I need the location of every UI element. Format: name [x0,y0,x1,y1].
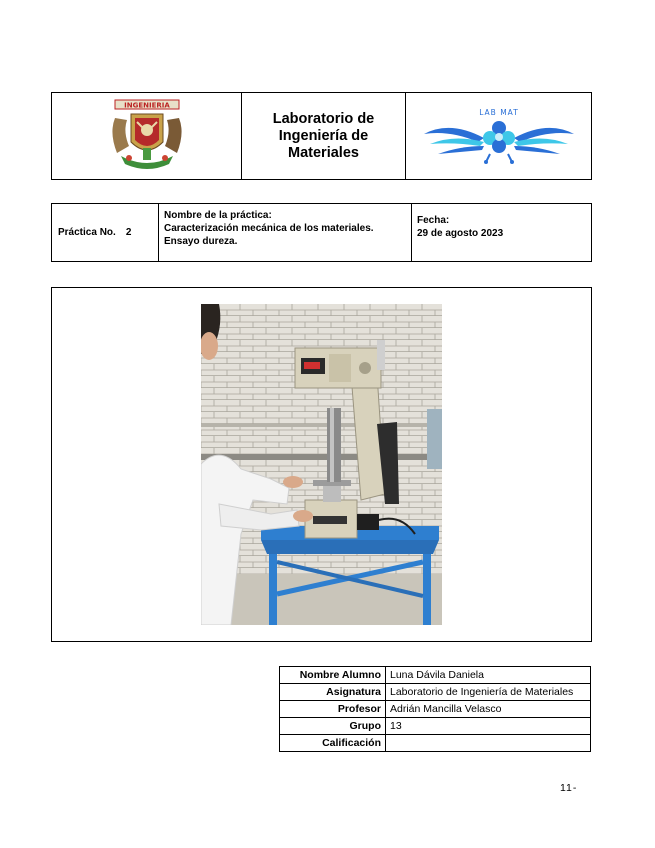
table-row [280,735,591,752]
practice-name-line2: Ensayo dureza. [164,236,238,247]
header-right-cell [406,93,591,179]
student-info-table [279,666,591,752]
practice-name-label: Nombre de la práctica: [164,210,272,221]
date-label: Fecha: [417,215,450,226]
group-value: 13 [386,718,591,735]
svg-text:INGENIERIA: INGENIERIA [123,101,170,110]
practice-number-value: 2 [125,227,132,238]
professor-label: Profesor [280,701,386,718]
unam-engineering-logo [107,98,187,174]
svg-text:LAB MAT: LAB MAT [478,108,519,117]
table-row [280,718,591,735]
practice-name-cell [159,204,412,261]
practice-number-label: Práctica No. [58,227,116,238]
practice-date-cell [412,204,591,261]
subject-value: Laboratorio de Ingeniería de Materiales [386,684,591,701]
lab-title: Laboratorio de Ingeniería de Materiales [272,110,375,161]
professor-value: Adrián Mancilla Velasco [386,701,591,718]
practice-info-table [51,203,592,262]
table-row [280,667,591,684]
practice-name-line1: Caracterización mecánica de los materiales. [164,223,374,234]
grade-label: Calificación [280,735,386,752]
hardness-tester-photo [201,304,442,625]
grade-value [386,735,591,752]
header-title-cell [242,93,406,179]
subject-label: Asignatura [280,684,386,701]
photo-frame [51,287,592,642]
student-name-label: Nombre Alumno [280,667,386,684]
table-row [280,701,591,718]
lab-mat-logo [420,104,578,168]
date-value: 29 de agosto 2023 [417,228,504,239]
header-table [51,92,592,180]
table-row [280,684,591,701]
student-name-value: Luna Dávila Daniela [386,667,591,684]
page-number: 11- [560,782,578,794]
practice-number-cell [52,204,159,261]
header-left-cell [52,93,242,179]
group-label: Grupo [280,718,386,735]
